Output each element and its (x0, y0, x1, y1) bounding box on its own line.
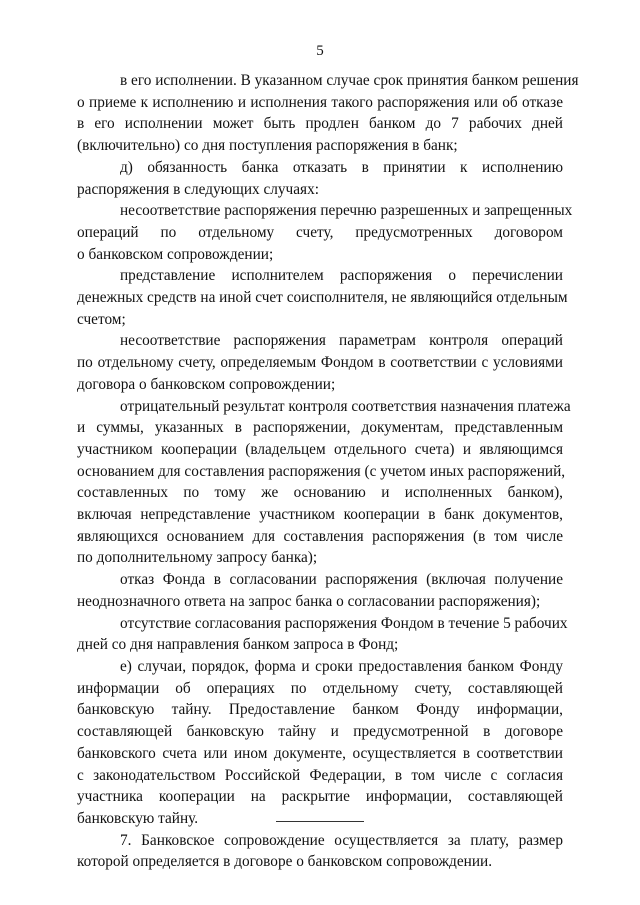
paragraph (77, 613, 568, 656)
page-number: 5 (316, 43, 324, 59)
text-line: основанием для составления распоряжения (с учетом иных распоряжений, (77, 462, 566, 480)
paragraph (77, 330, 563, 395)
text-line: составленных по тому же основанию и исполненных банком), (77, 484, 563, 502)
text-line: представление исполнителем распоряжения о перечислении (120, 267, 563, 285)
text-line: по дополнительному запросу банка); (77, 549, 318, 567)
paragraph (77, 200, 573, 265)
text-line: договора о банковском сопровождении; (77, 375, 336, 393)
text-line: участника кооперации на раскрытие информации, составляющей (77, 788, 563, 806)
paragraph (77, 656, 563, 830)
paragraph (77, 70, 579, 157)
text-line: в его исполнении может быть продлен банком до 7 рабочих дней (77, 115, 563, 133)
text-line: и суммы, указанных в распоряжении, документам, представленным (77, 419, 563, 437)
text-line: отсутствие согласования распоряжения Фондом в течение 5 рабочих (120, 614, 568, 632)
paragraph (77, 569, 563, 612)
text-line: информации об операциях по отдельному счету, составляющей (77, 679, 563, 697)
text-line: отказ Фонда в согласовании распоряжения (включая получение (120, 571, 563, 589)
text-line: участником кооперации (владельцем отдельного счета) и являющимся (77, 440, 563, 458)
text-line: несоответствие распоряжения перечню разрешенных и запрещенных (120, 202, 573, 220)
text-line: отрицательный результат контроля соответствия назначения платежа (120, 397, 571, 415)
text-line: несоответствие распоряжения параметрам контроля операций (120, 332, 563, 350)
text-line: в его исполнении. В указанном случае срок принятия банком решения (120, 72, 579, 89)
text-line: счетом; (77, 310, 126, 328)
text-line: составляющей банковскую тайну и предусмотренной в договоре (77, 723, 563, 741)
text-line: банковскую тайну. (77, 809, 199, 827)
text-line: о банковском сопровождении; (77, 245, 274, 263)
text-line: по отдельному счету, определяемым Фондом в соответствии с условиями (77, 354, 563, 372)
text-line: денежных средств на иной счет соисполнителя, не являющийся отдельным (77, 289, 568, 307)
text-line: банковскую тайну. Предоставление банком Фонду информации, (77, 701, 563, 719)
paragraph (77, 396, 571, 570)
paragraph (77, 830, 563, 873)
text-line: неоднозначного ответа на запрос банка о согласовании распоряжения); (77, 592, 541, 610)
text-line: дней со дня направления банком запроса в Фонд; (77, 636, 399, 654)
text-line: являющихся основанием для составления распоряжения (в том числе (77, 527, 563, 545)
text-line: операций по отдельному счету, предусмотренных договором (77, 223, 563, 241)
text-line: распоряжения в следующих случаях: (77, 180, 319, 198)
text-line: д) обязанность банка отказать в принятии к исполнению (120, 158, 563, 176)
text-line: с законодательством Российской Федерации, в том числе с согласия (77, 766, 563, 784)
paragraph (77, 265, 568, 330)
text-line: 7. Банковское сопровождение осуществляется за плату, размер (120, 831, 563, 849)
text-line: включая непредставление участником кооперации в банк документов, (77, 506, 563, 524)
text-line: (включительно) со дня поступления распоряжения в банк; (77, 137, 458, 155)
end-of-text-rule (276, 821, 364, 822)
text-line: о приеме к исполнению и исполнения такого распоряжения или об отказе (77, 93, 563, 111)
text-line: которой определяется в договоре о банковском сопровождении. (77, 853, 493, 871)
text-line: е) случаи, порядок, форма и сроки предоставления банком Фонду (120, 657, 563, 675)
text-line: банковского счета или ином документе, осуществляется в соответствии (77, 744, 563, 762)
paragraph (77, 157, 563, 200)
document-body (77, 70, 579, 873)
